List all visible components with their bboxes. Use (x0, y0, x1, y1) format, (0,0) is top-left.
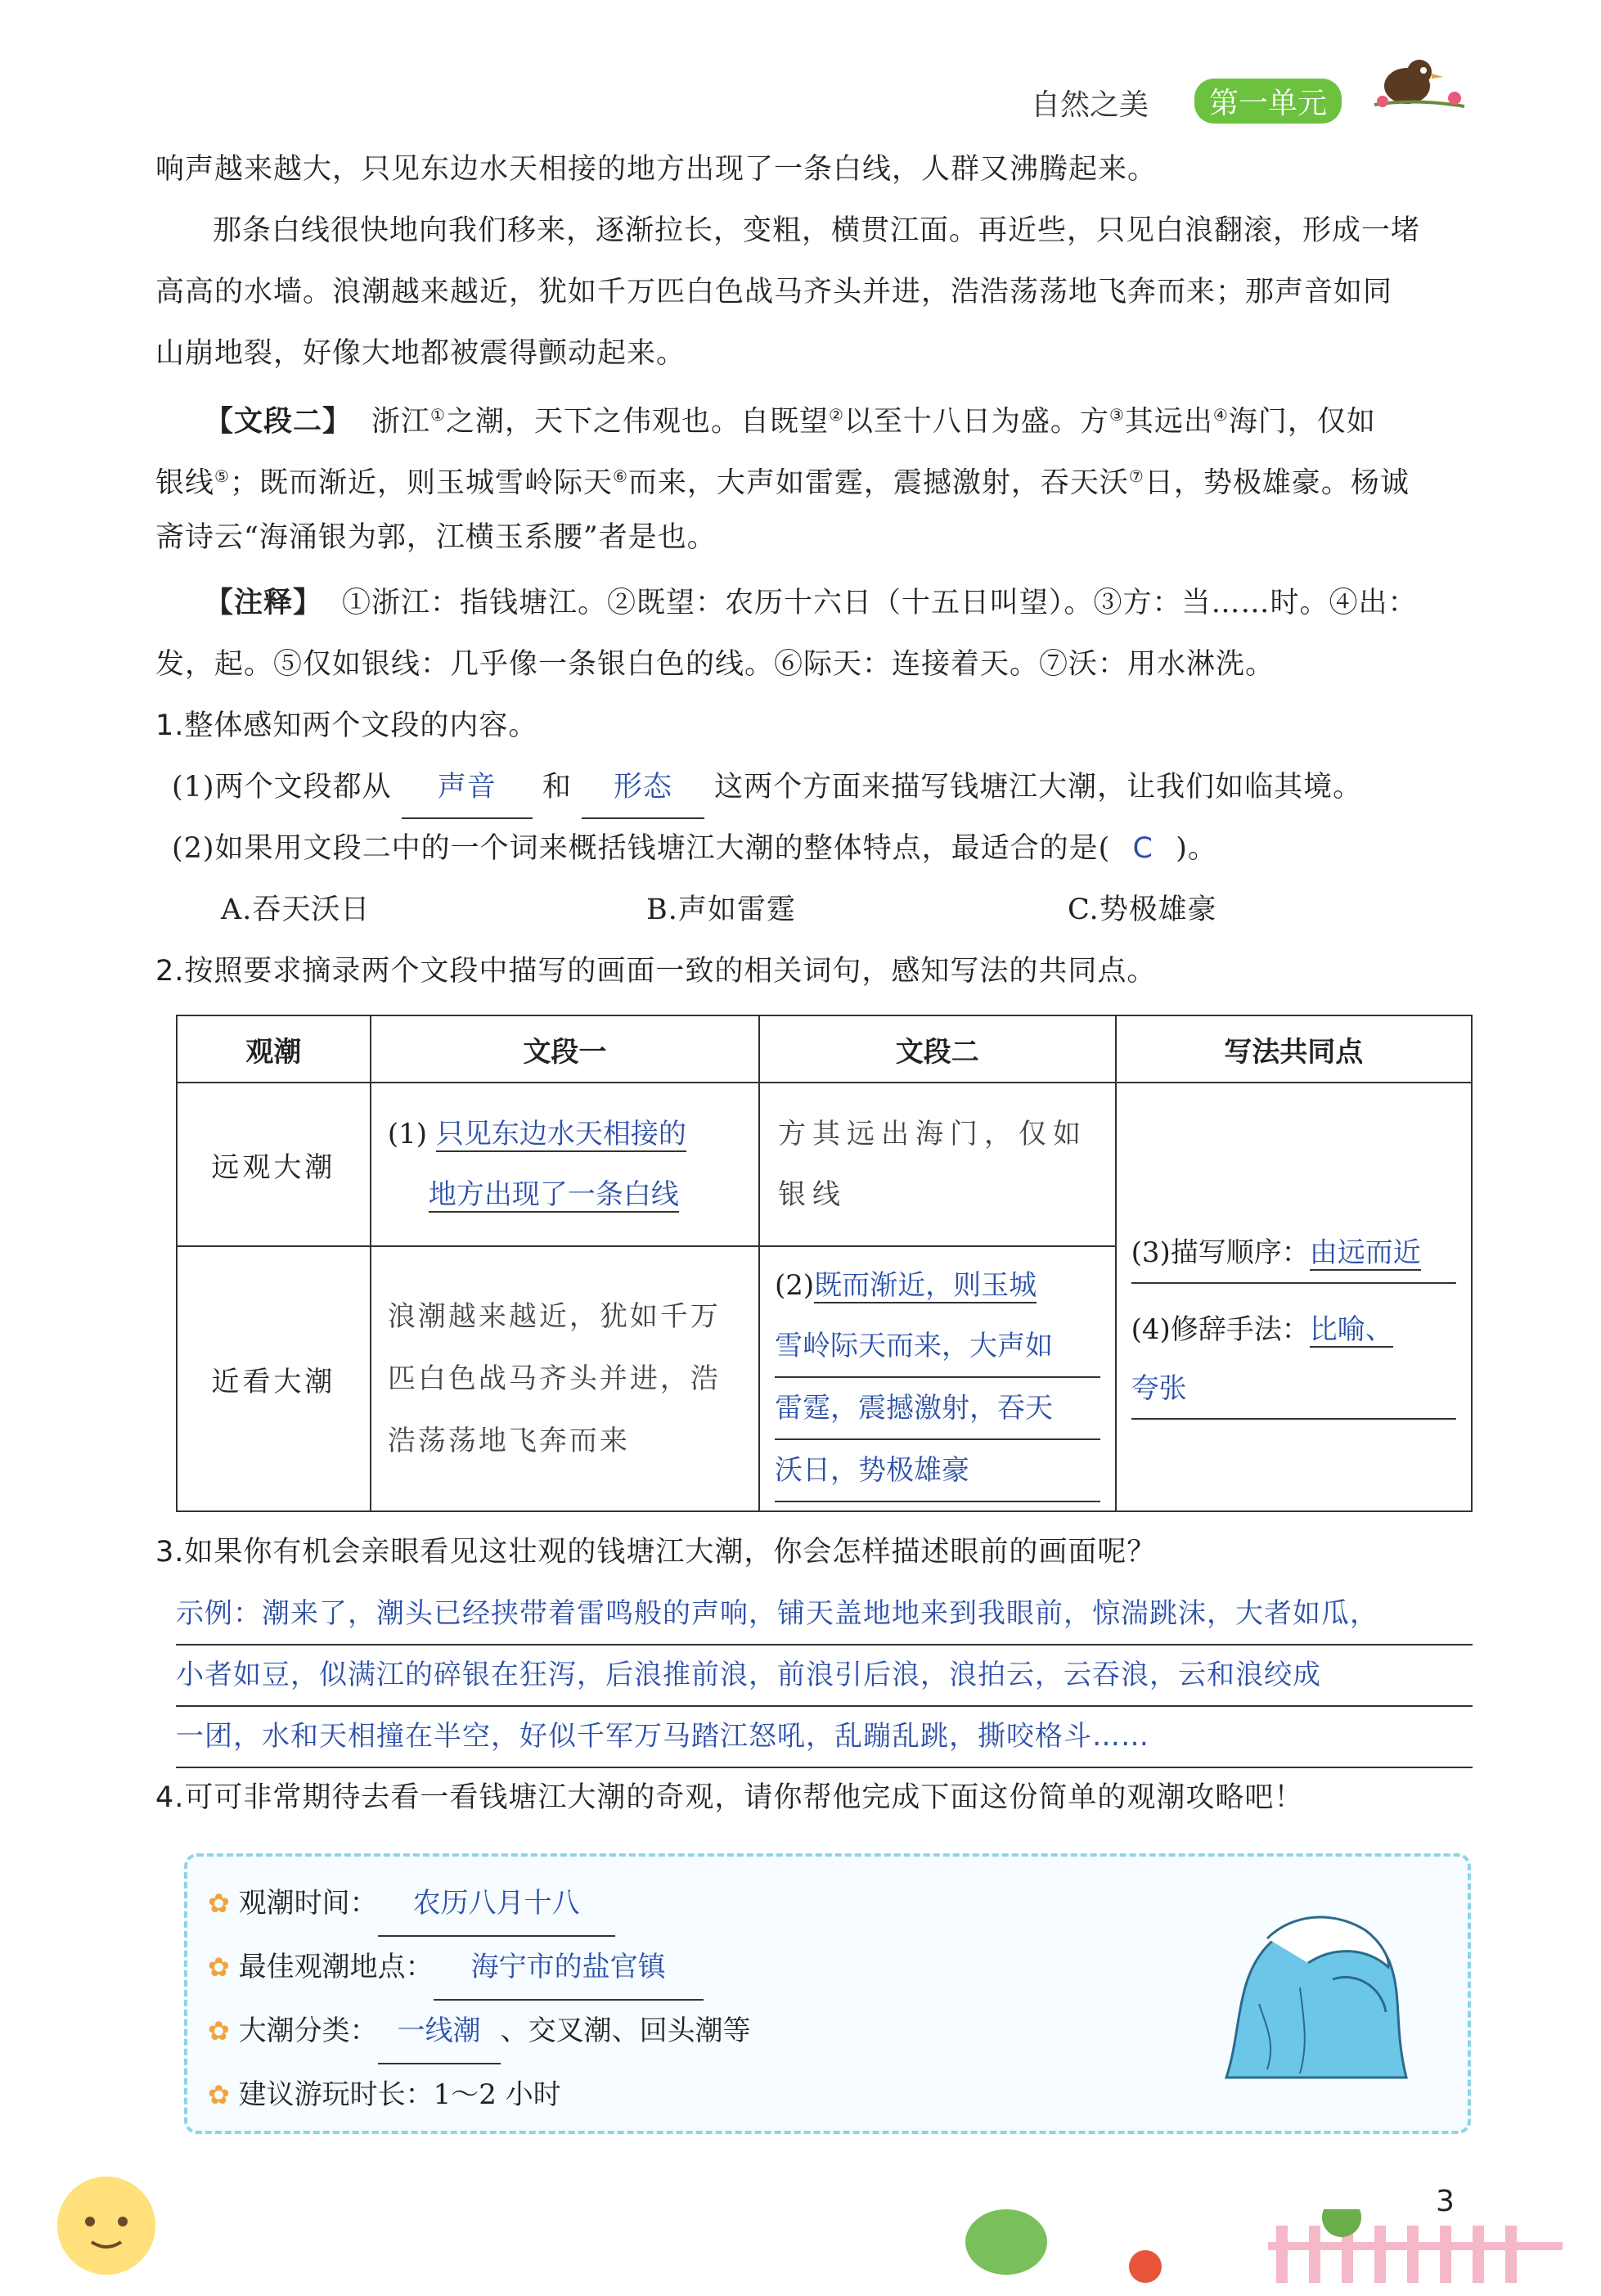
table-header: 写法共同点 (1116, 1015, 1472, 1083)
row1-passage1-answer-line1[interactable]: 只见东边水天相接的 (435, 1118, 686, 1150)
table-header: 文段一 (371, 1015, 759, 1083)
q3-answer-line3[interactable]: 一团，水和天相撞在半空，好似千军万马踏江怒吼，乱蹦乱跳，撕咬格斗…… (176, 1706, 1473, 1768)
q3-answer-line1[interactable]: 示例：潮来了，潮头已经挟带着雷鸣般的声响，铺天盖地地来到我眼前，惊湍跳沫，大者如瓜， (176, 1583, 1473, 1645)
flower-icon: ✿ (208, 1952, 230, 1983)
q2-title: 2.按照要求摘录两个文段中描写的画面一致的相关词句，感知写法的共同点。 (155, 955, 1157, 988)
rhetoric-answer-1[interactable]: 比喻、 (1309, 1313, 1393, 1346)
row-label-near: 近看大潮 (177, 1246, 371, 1511)
tip-type: ✿ 大潮分类： 一线潮 、交叉潮、回头潮等 (208, 1999, 751, 2064)
tip-duration: ✿ 建议游玩时长：1～2 小时 (208, 2078, 561, 2111)
flower-icon: ✿ (208, 2015, 230, 2046)
common-points-cell (1116, 1083, 1472, 1511)
tip-place-answer[interactable]: 海宁市的盐官镇 (434, 1935, 704, 2001)
passage2-label: 【文段二】 (205, 405, 353, 439)
passage1-line1: 响声越来越大，只见东边水天相接的地方出现了一条白线，人群又沸腾起来。 (155, 153, 1158, 186)
q1-choice-answer[interactable]: C (1132, 832, 1154, 865)
passage1-para2-line1: 那条白线很快地向我们移来，逐渐拉长，变粗，横贯江面。再近些，只见白浪翻滚，形成一堵 (213, 214, 1421, 247)
footer-decoration (0, 2160, 1601, 2296)
fence-icon (1268, 2209, 1563, 2291)
row2-passage1-cell: 浪潮越来越近，犹如千万 匹白色战马齐头并进，浩 浩荡荡地飞奔而来 (371, 1246, 759, 1511)
passage2-line3: 斋诗云“海涌银为郭，江横玉系腰”者是也。 (155, 521, 717, 554)
row2-passage2-answer-line2[interactable]: 雪岭际天而来，大声如 (775, 1316, 1100, 1378)
section-label: 自然之美 (1031, 88, 1149, 122)
row2-passage2-answer-line1[interactable]: 既而渐近，则玉城 (814, 1269, 1037, 1302)
writing-order: (3)描写顺序：由远而近 (1131, 1174, 1456, 1284)
header (974, 57, 1497, 131)
table-header: 文段二 (759, 1015, 1116, 1083)
table-header: 观潮 (177, 1015, 371, 1083)
q1-answer-2[interactable]: 形态 (582, 757, 704, 819)
row1-passage1-cell: (1) 只见东边水天相接的 地方出现了一条白线 (371, 1083, 759, 1246)
tips-box (184, 1853, 1471, 2134)
row2-passage2-cell: (2)既而渐近，则玉城 雪岭际天而来，大声如 雷霆，震撼激射，吞天 沃日，势极雄豪 (759, 1246, 1116, 1511)
tip-place: ✿ 最佳观潮地点： 海宁市的盐官镇 (208, 1935, 704, 2001)
notes-label: 【注释】 (205, 587, 323, 619)
comparison-table (176, 1015, 1473, 1512)
notes-line1: 【注释】 ①浙江：指钱塘江。②既望：农历十六日（十五日叫望）。③方：当……时。④出： (205, 587, 1418, 619)
unit-label: 第一单元 (1194, 79, 1342, 124)
page-number: 3 (1436, 2185, 1455, 2218)
q1-sub1: (1)两个文段都从 声音 和 形态 这两个方面来描写钱塘江大潮，让我们如临其境。 (172, 757, 1362, 819)
wave-illustration (1210, 1889, 1423, 2086)
notes-line2: 发，起。⑤仅如银线：几乎像一条银白色的线。⑥际天：连接着天。⑦沃：用水淋洗。 (155, 648, 1275, 681)
row2-passage2-answer-line3[interactable]: 雷霆，震撼激射，吞天 (775, 1378, 1100, 1440)
q1-option-b[interactable]: B.声如雷霆 (646, 894, 796, 926)
q3-title: 3.如果你有机会亲眼看见这壮观的钱塘江大潮，你会怎样描述眼前的画面呢？ (155, 1536, 1157, 1569)
q1-answer-1[interactable]: 声音 (402, 757, 533, 819)
q1-option-c[interactable]: C.势极雄豪 (1068, 894, 1217, 926)
row-label-far: 远观大潮 (177, 1083, 371, 1246)
rhetoric-answer-2[interactable]: 夸张 (1131, 1372, 1187, 1405)
rhetoric: (4)修辞手法：比喻、 (1131, 1313, 1393, 1346)
writing-order-answer[interactable]: 由远而近 (1309, 1236, 1421, 1269)
tip-type-answer[interactable]: 一线潮 (378, 1999, 501, 2064)
passage2-line1: 【文段二】 浙江①之潮，天下之伟观也。自既望②以至十八日为盛。方③其远出④海门，仅如 (205, 405, 1376, 439)
tip-time: ✿ 观潮时间： 农历八月十八 (208, 1871, 615, 1937)
row1-passage2-cell: 方其远出海门，仅如 银线 (759, 1083, 1116, 1246)
q1-title: 1.整体感知两个文段的内容。 (155, 709, 538, 742)
flower-icon: ✿ (208, 1888, 230, 1919)
q4-title: 4.可可非常期待去看一看钱塘江大潮的奇观，请你帮他完成下面这份简单的观潮攻略吧！ (155, 1781, 1304, 1814)
sun-icon (25, 2160, 188, 2275)
q1-option-a[interactable]: A.吞天沃日 (221, 894, 371, 926)
q1-sub2: (2)如果用文段二中的一个词来概括钱塘江大潮的整体特点，最适合的是( C )。 (172, 818, 1217, 879)
plant-icon (957, 2177, 1203, 2291)
passage1-para2-line2: 高高的水墙。浪潮越来越近，犹如千万匹白色战马齐头并进，浩浩荡荡地飞奔而来；那声音如同 (155, 276, 1393, 308)
bird-icon (1358, 41, 1473, 115)
row1-passage1-answer-line2[interactable]: 地方出现了一条白线 (428, 1178, 679, 1211)
tip-time-answer[interactable]: 农历八月十八 (378, 1871, 615, 1937)
q3-answer-line2[interactable]: 小者如豆，似满江的碎银在狂泻，后浪推前浪，前浪引后浪，浪拍云，云吞浪，云和浪绞成 (176, 1645, 1473, 1707)
passage2-line2: 银线⑤；既而渐近，则玉城雪岭际天⑥而来，大声如雷霆，震撼激射，吞天沃⑦日，势极雄豪。杨诚 (155, 466, 1410, 500)
passage1-para2-line3: 山崩地裂，好像大地都被震得颤动起来。 (155, 337, 686, 370)
flower-icon: ✿ (208, 2079, 230, 2110)
row2-passage2-answer-line4[interactable]: 沃日，势极雄豪 (775, 1440, 1100, 1502)
